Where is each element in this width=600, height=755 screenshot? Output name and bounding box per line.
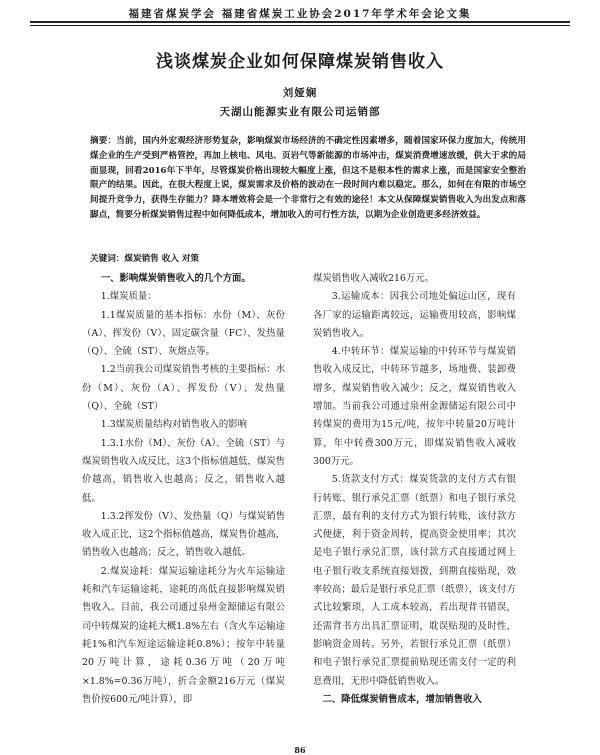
- paragraph: 1.1煤炭质量的基本指标：水份（M）、灰份（A）、挥发份（V）、固定碳含量（FC）、发热量（Q）、全硫（ST）、灰熔点等。: [82, 309, 285, 358]
- paragraph: 3.运输成本：因我公司地处偏远山区，现有各厂家的运输距离较远，运输费用较高，影响煤炭销售收入。: [313, 291, 516, 339]
- author-affiliation: 天湖山能源实业有限公司运销部: [219, 106, 381, 118]
- paragraph: 1.3煤炭质量结构对销售收入的影响: [100, 419, 247, 431]
- section-heading-1: 一、影响煤炭销售收入的几个方面。: [100, 273, 251, 284]
- paragraph: 煤炭销售收入减收216万元。: [313, 273, 435, 284]
- page-number: 86: [294, 745, 306, 755]
- running-header: 福建省煤炭学会 福建省煤炭工业协会2017年学术年会论文集: [128, 8, 472, 20]
- paragraph: 4.中转环节：煤炭运输的中转环节与煤炭销售收入成反比，中转环节越多，场地费、装卸费增多，煤炭销售收入减少；反之，煤炭销售收入增加。当前我公司通过泉州金源储运有限公司中转煤炭的费用为15元/吨，按年中转量20万吨计算，年中转费300万元，即煤炭销售收入减收300万元。: [313, 346, 516, 467]
- author-name: 刘娅娴: [282, 87, 318, 99]
- paragraph: 1.3.1水份（M）、灰份（A）、全硫（ST）与煤炭销售收入成反比，这3个指标值越低，煤炭售价越高，销售收入也越高；反之，销售收入越低。: [82, 437, 285, 504]
- section-heading-2: 二、降低煤炭销售成本，增加销售收入: [322, 693, 482, 705]
- header-rule-thick: [30, 21, 570, 23]
- keywords-label: 关键词：: [90, 254, 125, 264]
- paragraph: 1.2当前我公司煤炭销售考核的主要指标：水份（M）、灰份（A）、挥发份（V）、发热量（Q）、全硫（ST）: [82, 364, 285, 413]
- right-column: [313, 270, 516, 709]
- keywords-text: 煤炭销售 收入 对策: [124, 254, 200, 264]
- paragraph: 1.煤炭质量：: [100, 291, 157, 303]
- keywords: [90, 252, 526, 266]
- abstract-text: 当前，国内外宏观经济形势复杂，影响煤炭市场经济的不确定性因素增多，随着国家环保力度加大，传统用煤企业的生产受到严格管控，再加上核电、风电、页岩气等新能源的市场冲击，煤炭消费增速放缓，供大于求的局面显现，回看2016年下半年，尽管煤炭价格出现较大幅度上涨，但这不是根本性的需求上涨，而是国家安全整治限产的结果。因此，在很大程度上说，煤炭需求及价格的波动在一段时间内难以稳定。那么，如何在有限的市场空间提升竞争力，获得生存能力？降本增效将会是一个非常行之有效的途径！本文从保障煤炭销售收入为出发点和落脚点，简要分析煤炭销售过程中如何降低成本，增加收入的可行性方法，以期为企业创造更多经济效益。: [90, 136, 526, 220]
- paragraph: 1.3.2挥发份（V）、发热量（Q）与煤炭销售收入成正比，这2个指标值越高，煤炭售价越高，销售收入也越高；反之，销售收入越低。: [82, 510, 285, 559]
- left-column: [82, 270, 285, 709]
- abstract-label: 摘要：: [90, 136, 117, 146]
- paragraph: 5.货款支付方式：煤炭货款的支付方式有银行转账、银行承兑汇票（纸票）和电子银行承兑汇票，最有利的支付方式为银行转账，该付款方式便捷，利于资金周转，提高资金使用率；其次是电子银行承兑汇票，该付款方式直接通过网上电子银行收支系统直接划拨，到期直接贴现，效率较高；最后是银行承兑汇票（纸票），该支付方式比较繁琐，人工成本较高，若出现背书错误，还需背书方出具汇票证明，耽误贴现的及时性，影响资金周转。另外，若银行承兑汇票（纸票）和电子银行承兑汇票提前贴现还需支付一定的利息费用，无形中降低销售收入。: [313, 474, 516, 687]
- paper-title: 浅谈煤炭企业如何保障煤炭销售收入: [156, 52, 444, 72]
- paragraph: 2.煤炭途耗：煤炭运输途耗分为火车运输途耗和汽车运输途耗，途耗的高低直接影响煤炭销售收入。目前，我公司通过泉州金源储运有限公司中转煤炭的途耗大概1.8%左右（含火车运输途耗1%和汽车短途运输途耗0.8%）；按年中转量20万吨计算，途耗0.36万吨（20万吨×1.8%=0.36万吨），折合金额216万元（煤炭售价按600元/吨计算），即: [82, 565, 285, 705]
- header-rule-thin: [30, 25, 570, 26]
- abstract: [90, 134, 526, 223]
